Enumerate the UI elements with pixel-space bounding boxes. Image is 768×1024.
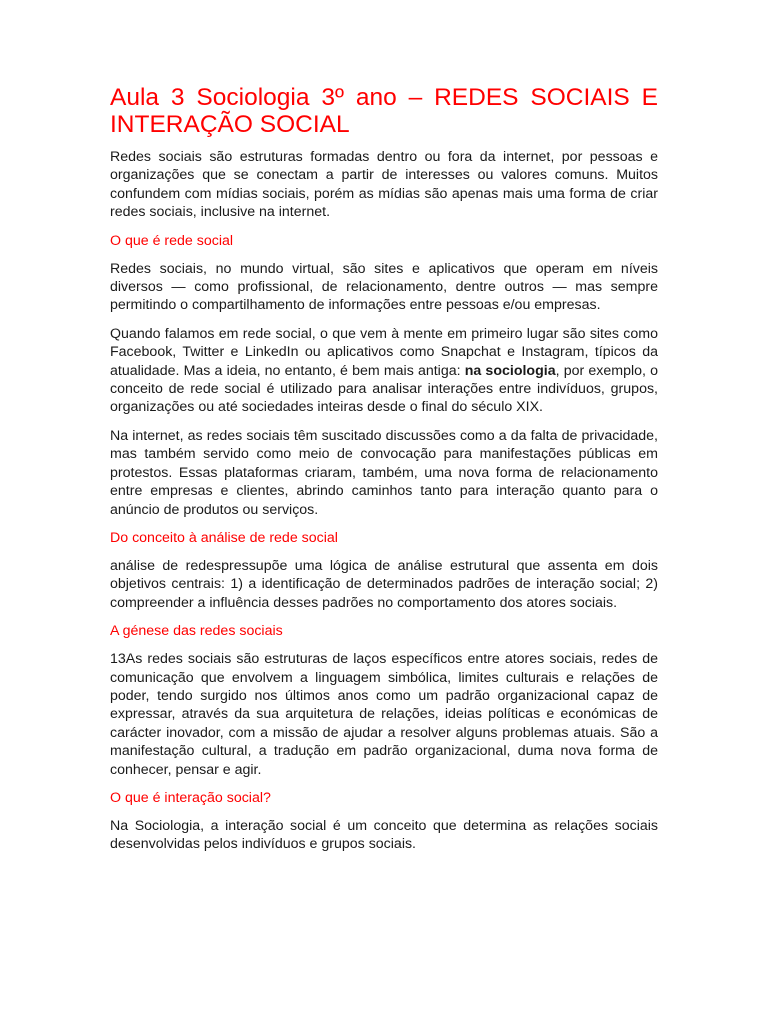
paragraph-text: Quando falamos em rede social, o que vem à mente em primeiro lugar são sites como Facebook, Twitter e LinkedIn ou aplicativos como Snapchat e Instagram, típicos da atualidade. Mas a ideia, no entanto, é bem mais antiga:	[110, 325, 658, 379]
section-heading-genese-das-redes-sociais: A génese das redes sociais	[110, 623, 283, 640]
paragraph-analise-de-redes: análise de redespressupõe uma lógica de análise estrutural que assenta em dois objetivos centrais: 1) a identificação de determinados padrões de interação social; 2) compreender a influência desses padrões no comportamento dos atores sociais.	[110, 557, 658, 611]
section-heading-o-que-e-rede-social: O que é rede social	[110, 232, 234, 249]
paragraph-text: , por exemplo, o conceito de rede social é utilizado para analisar interações entre indivíduos, grupos, organizações ou até sociedades inteiras desde o final do século XIX.	[110, 362, 658, 416]
paragraph-estruturas-de-lacos: 13As redes sociais são estruturas de laços específicos entre atores sociais, redes de comunicação que envolvem a linguagem simbólica, limites culturais e relações de poder, tendo surgido nos últimos anos como um padrão organizacional capaz de expressar, através da sua arquitetura de relações, ideias políticas e económicas de carácter inovador, com a missão de ajudar a resolver alguns problemas atuais. São a manifestação cultural, a tradução em padrão organizacional, duma nova forma de conhecer, pensar e agir.	[110, 651, 658, 778]
emphasis-na-sociologia: na sociologia	[464, 362, 556, 379]
paragraph-interacao-social-definicao: Na Sociologia, a interação social é um conceito que determina as relações sociais desenvolvidas pelos indivíduos e grupos sociais.	[110, 817, 658, 853]
paragraph-quando-falamos-rede-social	[110, 325, 658, 417]
section-heading-do-conceito-a-analise: Do conceito à análise de rede social	[110, 529, 338, 546]
document-page	[110, 84, 658, 864]
paragraph-redes-sociais-mundo-virtual: Redes sociais, no mundo virtual, são sites e aplicativos que operam em níveis diversos — como profissional, de relacionamento, dentre outros — mas sempre permitindo o compartilhamento de informações entre pessoas e/ou empresas.	[110, 260, 658, 314]
document-title: Aula 3 Sociologia 3º ano – REDES SOCIAIS E INTERAÇÃO SOCIAL	[110, 84, 658, 138]
paragraph-na-internet: Na internet, as redes sociais têm suscitado discussões como a da falta de privacidade, mas também servido como meio de convocação para manifestações públicas em protestos. Essas plataformas criaram, também, uma nova forma de relacionamento entre empresas e clientes, abrindo caminhos tanto para interação quanto para o anúncio de produtos ou serviços.	[110, 427, 658, 518]
section-heading-o-que-e-interacao-social: O que é interação social?	[110, 789, 271, 806]
intro-paragraph: Redes sociais são estruturas formadas dentro ou fora da internet, por pessoas e organizações que se conectam a partir de interesses ou valores comuns. Muitos confundem com mídias sociais, porém as mídias são apenas mais uma forma de criar redes sociais, inclusive na internet.	[110, 149, 658, 221]
